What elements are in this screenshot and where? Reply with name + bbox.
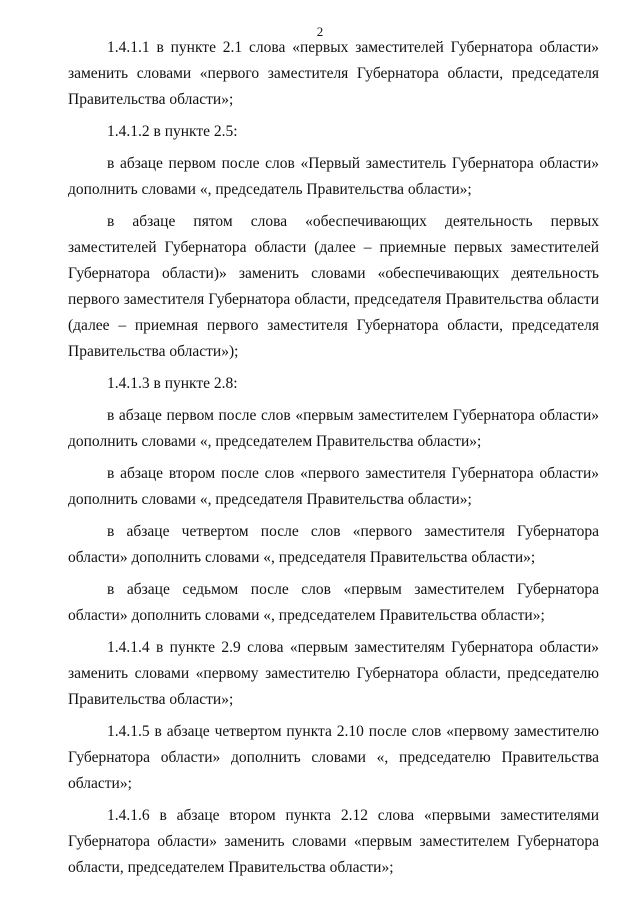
paragraph-2-5-first-abzac: в абзаце первом после слов «Первый заместитель Губернатора области» дополнить словами «, председатель Правительства области»; — [68, 155, 599, 198]
paragraph-1-4-1-5: 1.4.1.5 в абзаце четвертом пункта 2.10 после слов «первому заместителю Губернатора области» дополнить словами «, председателю Правительства области»; — [68, 723, 599, 792]
paragraph-1-4-1-2: 1.4.1.2 в пункте 2.5: — [107, 123, 238, 140]
paragraph-2-8-second-abzac: в абзаце втором после слов «первого заместителя Губернатора области» дополнить словами «, председателя Правительства области»; — [68, 465, 599, 508]
paragraph-2-8-fourth-abzac: в абзаце четвертом после слов «первого заместителя Губернатора области» дополнить словами «, председателя Правительства области»; — [68, 523, 599, 566]
paragraph-1-4-1-1: 1.4.1.1 в пункте 2.1 слова «первых заместителей Губернатора области» заменить словами «первого заместителя Губернатора области, председателя Правительства области»; — [68, 39, 599, 108]
page-number: 2 — [316, 24, 324, 39]
document-body — [68, 35, 599, 881]
paragraph-1-4-1-3: 1.4.1.3 в пункте 2.8: — [107, 375, 238, 392]
paragraph-2-5-fifth-abzac: в абзаце пятом слова «обеспечивающих деятельность первых заместителей Губернатора области (далее – приемные первых заместителей Губернатора области)» заменить словами «обеспечивающих деятельность первого заместителя Губернатора области, председателя Правительства области (далее – приемная первого заместителя Губернатора области, председателя Правительства области»); — [68, 213, 599, 360]
paragraph-2-8-first-abzac: в абзаце первом после слов «первым заместителем Губернатора области» дополнить словами «, председателем Правительства области»; — [68, 407, 599, 450]
paragraph-1-4-1-4: 1.4.1.4 в пункте 2.9 слова «первым заместителям Губернатора области» заменить словами «первому заместителю Губернатора области, председателю Правительства области»; — [68, 639, 599, 708]
paragraph-2-8-seventh-abzac: в абзаце седьмом после слов «первым заместителем Губернатора области» дополнить словами «, председателем Правительства области»; — [68, 581, 599, 624]
paragraph-1-4-1-6: 1.4.1.6 в абзаце втором пункта 2.12 слова «первыми заместителями Губернатора области» заменить словами «первым заместителем Губернатора области, председателем Правительства области»; — [68, 807, 599, 876]
